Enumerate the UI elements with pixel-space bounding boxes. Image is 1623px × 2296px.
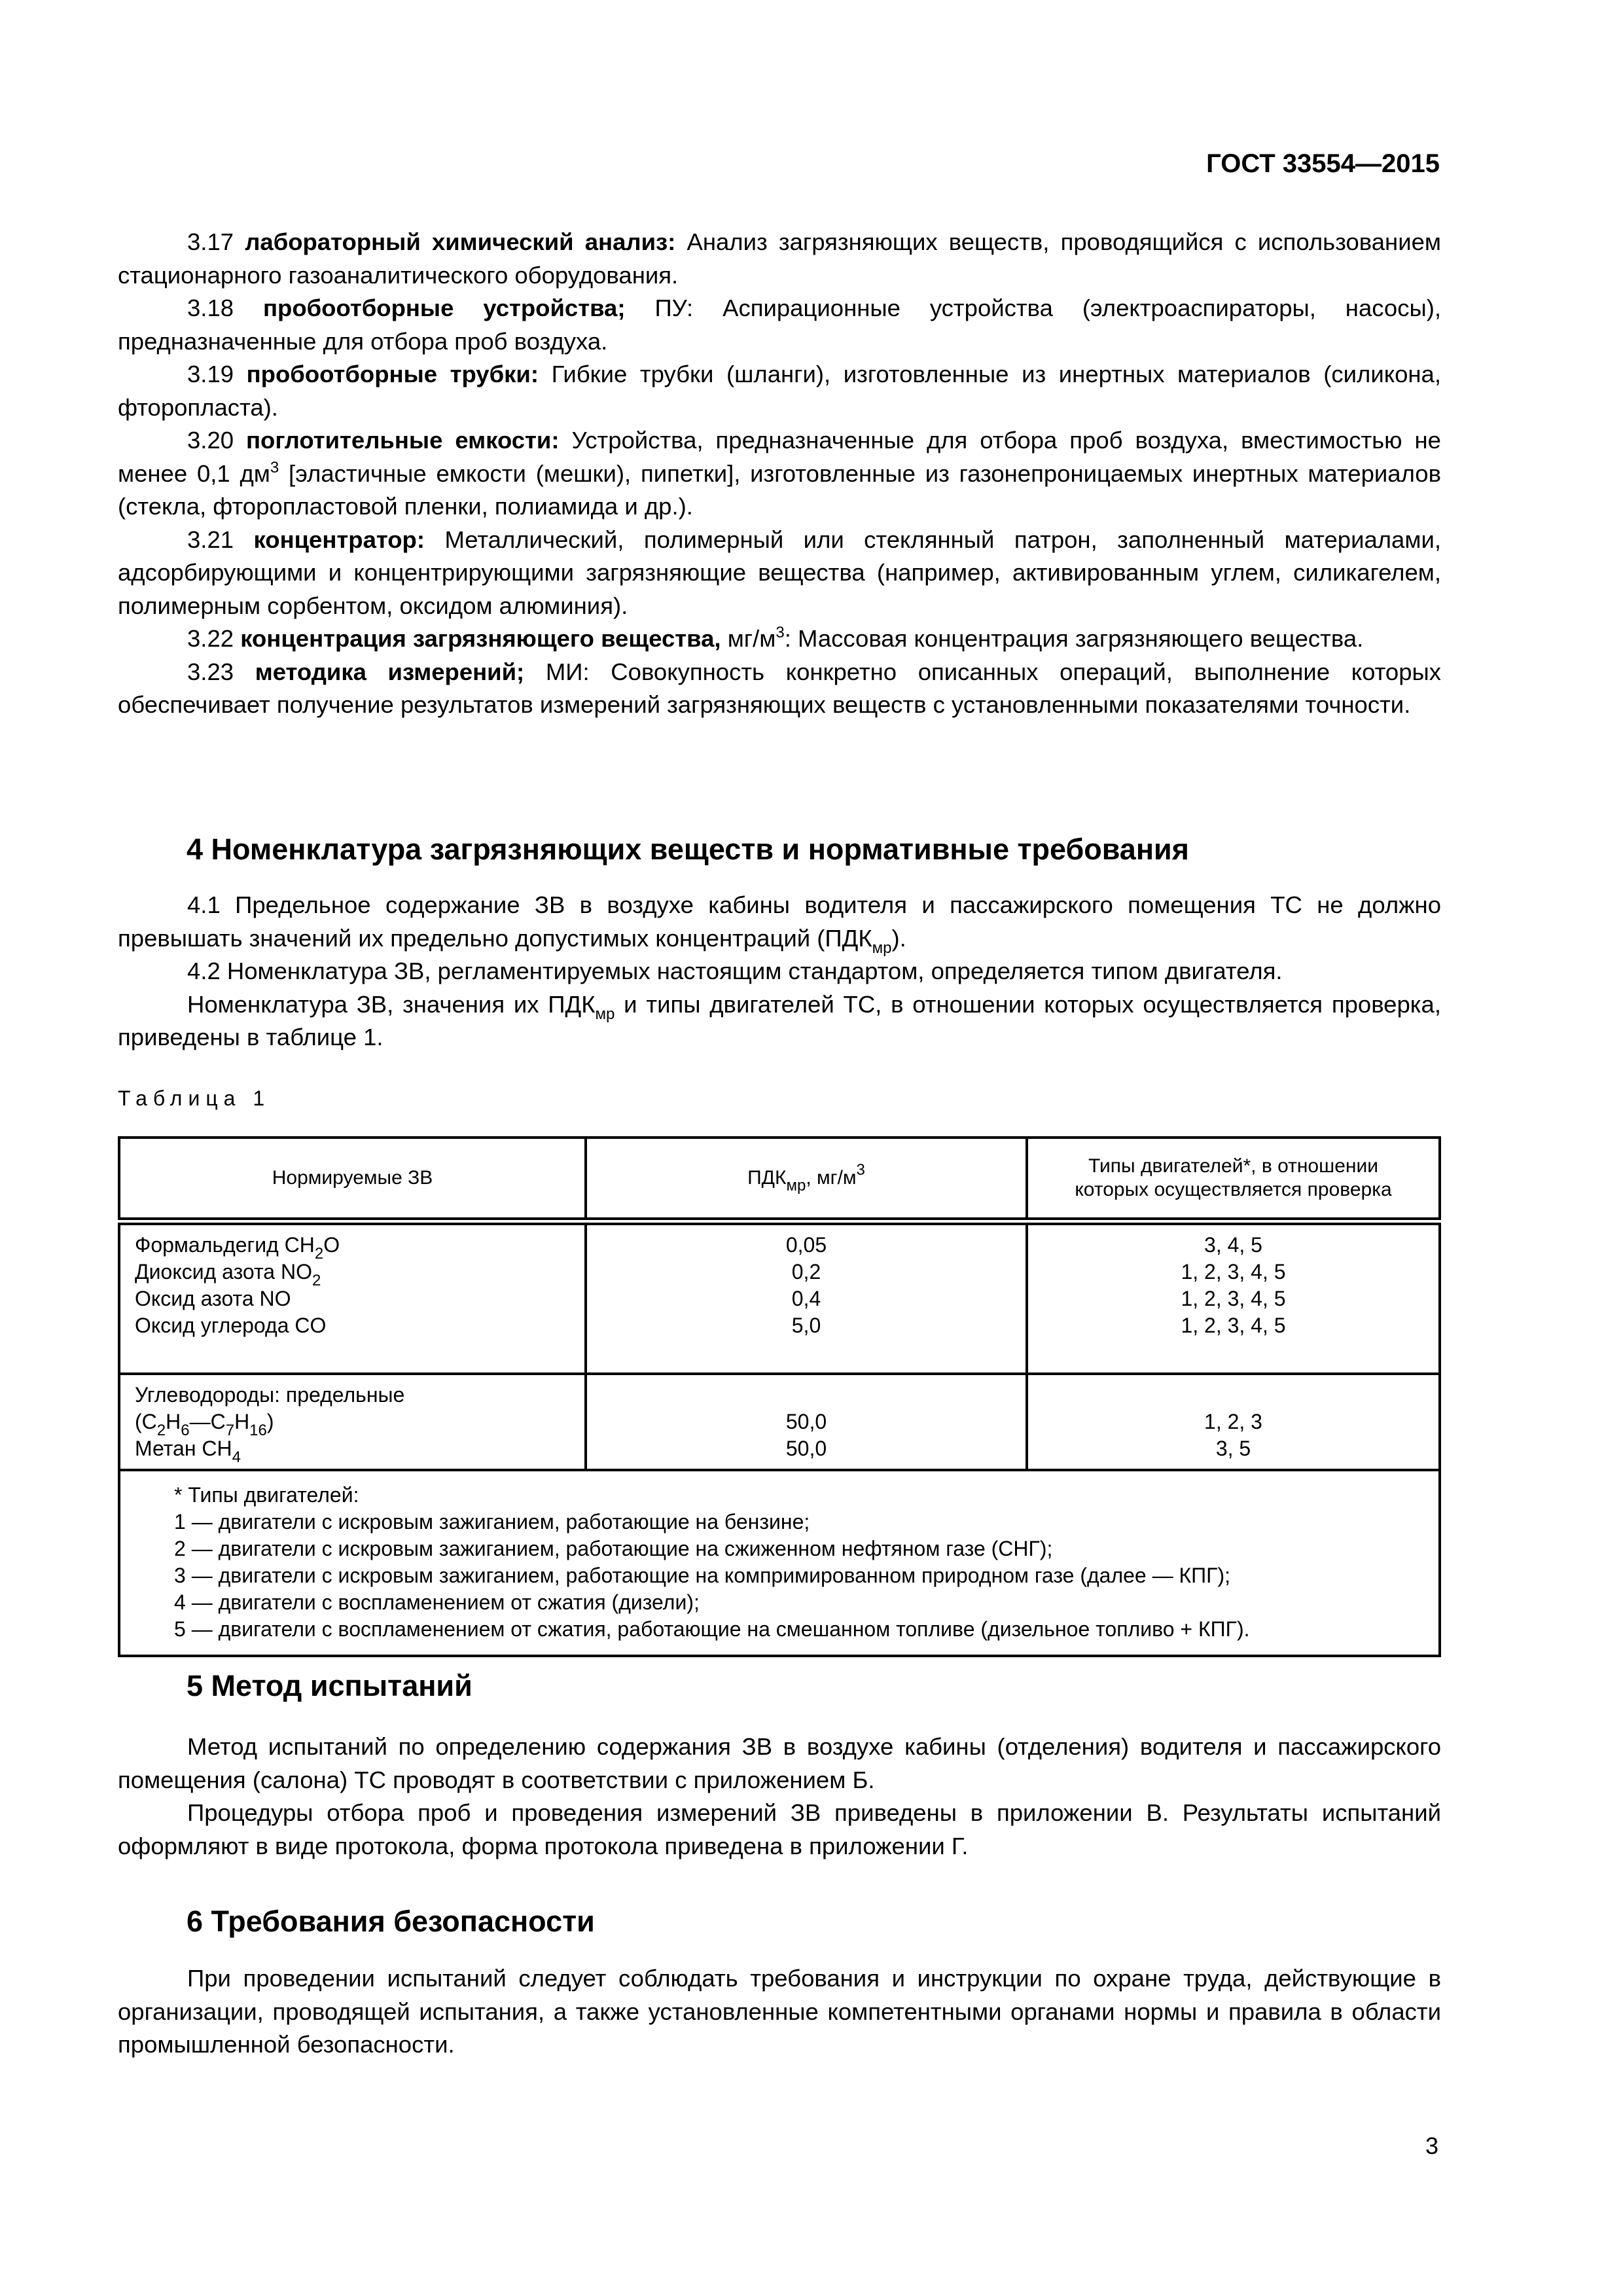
paragraph: При проведении испытаний следует соблюдать требования и инструкции по охране труда, действующие в организации, проводящей испытания, а также установленные компетентными органами нормы и правила в области промышленной безопасности.: [118, 1965, 1441, 2058]
header-pdk: $ПДК_{мр}$, $мг/м^3$: [586, 1138, 1027, 1221]
table-caption: Таблица 1: [118, 1086, 271, 1110]
substance-no2: Диоксид азота $NO_2$: [135, 1260, 321, 1289]
footnote-line: 1 — двигатели с искровым зажиганием, работающие на бензине;: [174, 1510, 810, 1534]
substance-methane: Метан $CH_4$: [135, 1437, 241, 1466]
substance-hydrocarbons: Углеводороды: предельные: [135, 1383, 405, 1407]
document-header: ГОСТ 33554—2015: [1206, 149, 1440, 178]
pdk-value: 0,2: [791, 1260, 821, 1283]
table-footnote: [119, 1470, 1440, 1656]
substance-cell: [119, 1374, 586, 1470]
table-row-group-2: [119, 1374, 1440, 1470]
types-value: 3, 4, 5: [1204, 1233, 1262, 1257]
definitions: [118, 226, 1441, 722]
pdk-cell: [586, 1221, 1027, 1374]
pdk-value: 50,0: [785, 1410, 827, 1433]
table-header-row: [119, 1138, 1440, 1221]
substance-co: Оксид углерода CO: [135, 1314, 327, 1337]
definition-3-21: 3.21 концентратор: Металлический, полимерный или стеклянный патрон, заполненный материалами, адсорбирующими и концентрирующими загрязняющие вещества (например, активированным углем, силикагелем, полимерным сорбентом, оксидом алюминия).: [118, 526, 1441, 619]
hydrocarbons-formula: $(C_2H_6—C_7H_{16})$: [135, 1410, 274, 1439]
definition-3-18: 3.18 пробоотборные устройства; ПУ: Аспирационные устройства (электроаспираторы, насосы), предназначенные для отбора проб воздуха.: [118, 295, 1441, 355]
pdk-value: 0,05: [785, 1233, 827, 1257]
definition-3-22: 3.22 концентрация загрязняющего вещества, $мг/м^3$: Массовая концентрация загрязняющего вещества.: [187, 624, 1364, 652]
paragraph: Процедуры отбора проб и проведения измерений ЗВ приведены в приложении В. Результаты испытаний оформляют в виде протокола, форма протокола приведена в приложении Г.: [118, 1799, 1441, 1859]
page-number: 3: [1425, 2132, 1439, 2159]
types-cell: [1027, 1374, 1440, 1470]
footnote-line: 5 — двигатели с воспламенением от сжатия, работающие на смешанном топливе (дизельное топливо + КПГ).: [174, 1617, 1250, 1641]
section-5-body: [118, 1731, 1441, 1863]
footnote-line: 3 — двигатели с искровым зажиганием, работающие на компримированном природном газе (далее — КПГ);: [174, 1564, 1231, 1587]
pdk-value: 0,4: [791, 1287, 821, 1310]
pdk-value: 50,0: [785, 1437, 827, 1460]
paragraph-4-1: 4.1 Предельное содержание ЗВ в воздухе кабины водителя и пассажирского помещения ТС не должно превышать значений их предельно допустимых концентраций $(ПДК_{мр})$.: [118, 891, 1441, 957]
types-value: 1, 2, 3: [1204, 1410, 1262, 1433]
header-engine-types: Типы двигателей*, в отношении которых осуществляется проверка: [1027, 1138, 1440, 1221]
section-4-body: [118, 889, 1441, 1054]
header-substance: Нормируемые ЗВ: [119, 1138, 586, 1221]
definition-3-23: 3.23 методика измерений; МИ: Совокупность конкретно описанных операций, выполнение которых обеспечивает получение результатов измерений загрязняющих веществ с установленными показателями точности.: [118, 658, 1441, 718]
types-value: 1, 2, 3, 4, 5: [1181, 1314, 1286, 1337]
substance-cell: [119, 1221, 586, 1374]
definition-3-20: 3.20 поглотительные емкости: Устройства, предназначенные для отбора проб воздуха, вместимостью не менее 0,1 $дм^3$ [эластичные емкости (мешки), пипетки], изготовленные из газонепроницаемых инертных материалов (стекла, фторопластовой пленки, полиамида и др.).: [118, 427, 1441, 520]
substance-formaldehyde: Формальдегид $CH_2O$: [135, 1233, 340, 1263]
types-value: 3, 5: [1215, 1437, 1251, 1460]
table-1: [118, 1136, 1441, 1657]
section-5-title: 5 Метод испытаний: [187, 1669, 473, 1702]
types-value: 1, 2, 3, 4, 5: [1181, 1287, 1286, 1310]
definition-3-17: 3.17 лабораторный химический анализ: Анализ загрязняющих веществ, проводящийся с использованием стационарного газоаналитического оборудования.: [118, 228, 1441, 289]
pdk-value: 5,0: [791, 1314, 821, 1337]
section-6-title: 6 Требования безопасности: [187, 1905, 595, 1938]
paragraph-4-2-cont: Номенклатура ЗВ, значения их $ПДК_{мр}$ и типы двигателей ТС, в отношении которых осуществляется проверка, приведены в таблице 1.: [118, 990, 1441, 1050]
table-footnote-row: [119, 1470, 1440, 1656]
section-6-body: [118, 1962, 1441, 2062]
types-value: 1, 2, 3, 4, 5: [1181, 1260, 1286, 1283]
footnote-line: 2 — двигатели с искровым зажиганием, работающие на сжиженном нефтяном газе (СНГ);: [174, 1537, 1053, 1560]
section-4-title: 4 Номенклатура загрязняющих веществ и нормативные требования: [187, 833, 1189, 866]
definition-3-19: 3.19 пробоотборные трубки: Гибкие трубки (шланги), изготовленные из инертных материалов (силикона, фторопласта).: [118, 361, 1441, 421]
table-row-group-1: [119, 1221, 1440, 1374]
paragraph: Метод испытаний по определению содержания ЗВ в воздухе кабины (отделения) водителя и пассажирского помещения (салона) ТС проводят в соответствии с приложением Б.: [118, 1733, 1441, 1793]
pdk-cell: [586, 1374, 1027, 1470]
footnote-line: 4 — двигатели с воспламенением от сжатия (дизели);: [174, 1590, 700, 1614]
types-cell: [1027, 1221, 1440, 1374]
footnote-line: * Типы двигателей:: [174, 1483, 359, 1507]
paragraph-4-2: 4.2 Номенклатура ЗВ, регламентируемых настоящим стандартом, определяется типом двигателя.: [187, 958, 1283, 984]
substance-no: Оксид азота NO: [135, 1287, 291, 1310]
